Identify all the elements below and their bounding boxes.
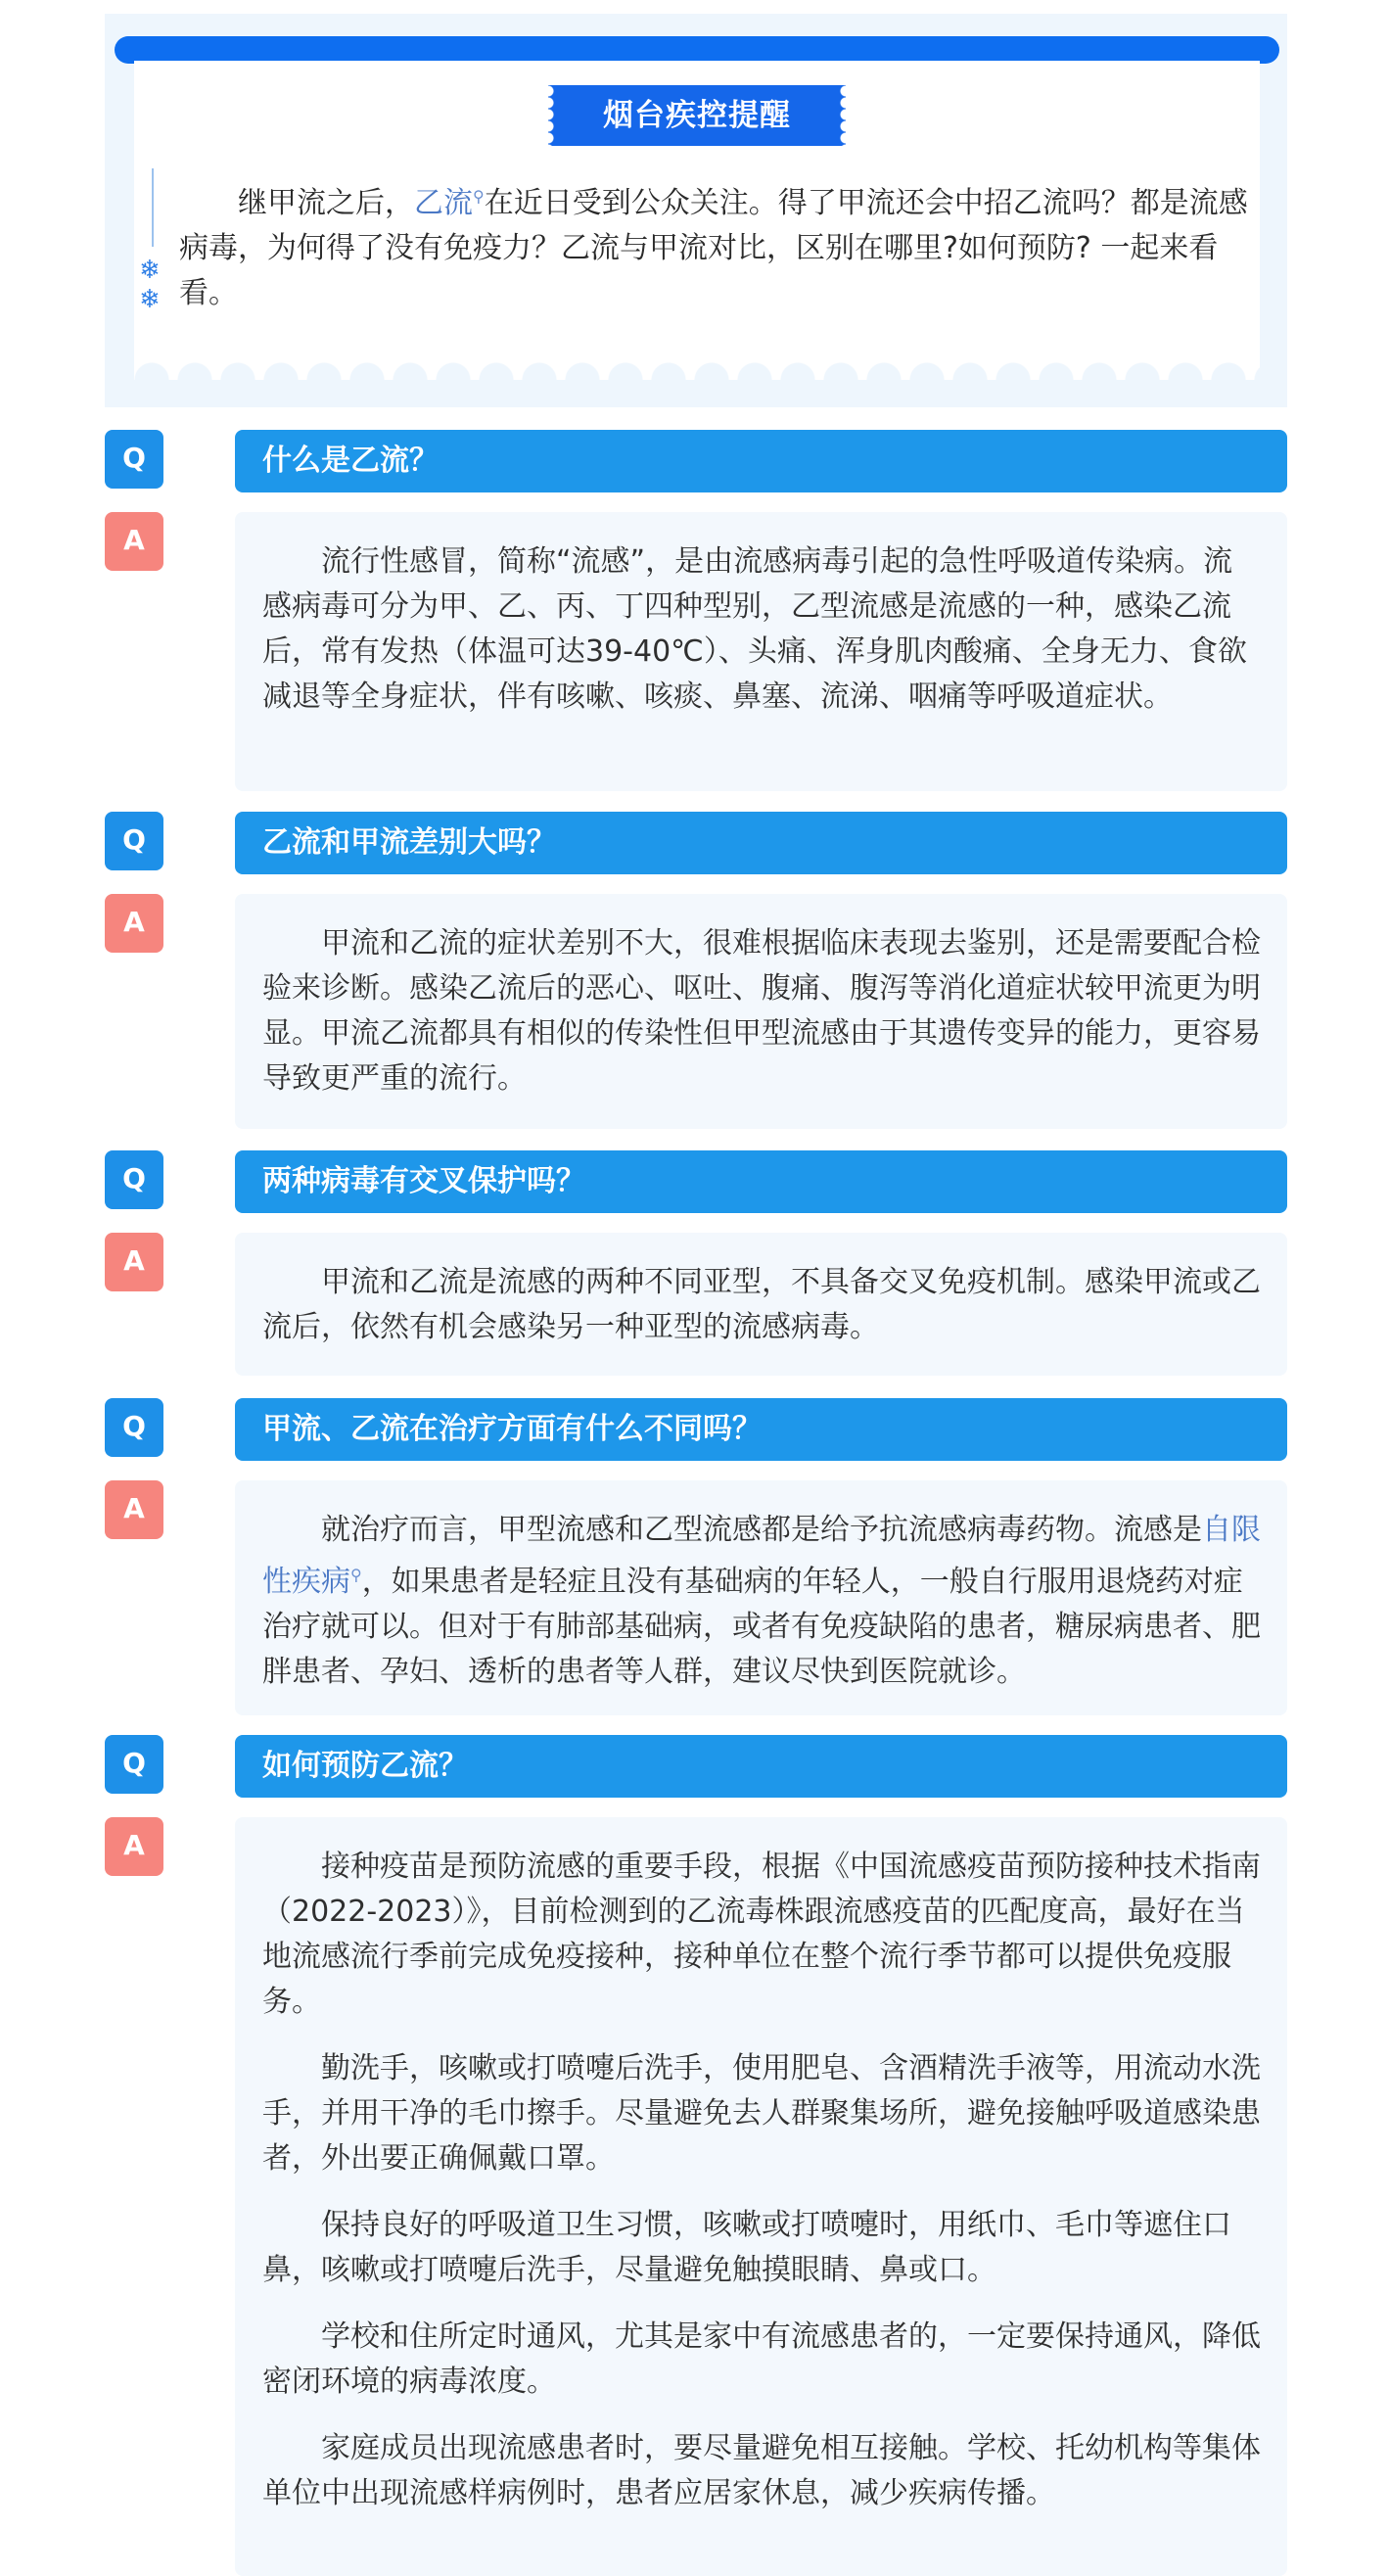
answer-paragraph: 学校和住所定时通风，尤其是家中有流感患者的，一定要保持通风，降低密闭环境的病毒浓度。 <box>262 2319 1261 2399</box>
question-title: 乙流和甲流差别大吗？ <box>235 812 1287 874</box>
intro-text-after: 在近日受到公众关注。得了甲流还会中招乙流吗？都是流感病毒，为何得了没有免疫力？乙流与甲流对比，区别在哪里?如何预防? 一起来看看。 <box>179 186 1248 310</box>
intro-link[interactable] <box>414 186 485 220</box>
answer-text-before: 就治疗而言，甲型流感和乙型流感都是给予抗流感病毒药物。流感是 <box>321 1513 1202 1547</box>
answer-text-after: ，如果患者是轻症且没有基础病的年轻人，一般自行服用退烧药对症治疗就可以。但对于有肺部基础病，或者有免疫缺陷的患者，糖尿病患者、肥胖患者、孕妇、透析的患者等人群，建议尽快到医院就诊。 <box>262 1565 1261 1689</box>
answer-icon: A <box>105 1480 163 1539</box>
answer-paragraph: 勤洗手，咳嗽或打喷嚏后洗手，使用肥皂、含酒精洗手液等，用流动水洗手，并用干净的毛巾擦手。尽量避免去人群聚集场所，避免接触呼吸道感染患者，外出要正确佩戴口罩。 <box>262 2051 1261 2176</box>
intro-text-before: 继甲流之后， <box>238 186 414 220</box>
question-title: 如何预防乙流？ <box>235 1735 1287 1798</box>
question-icon: Q <box>105 430 163 489</box>
question-icon: Q <box>105 1150 163 1209</box>
answer-box <box>235 1480 1287 1715</box>
answer-icon: A <box>105 512 163 571</box>
answer-paragraph: 流行性感冒，简称“流感”，是由流感病毒引起的急性呼吸道传染病。流感病毒可分为甲、乙、丙、丁四种型别，乙型流感是流感的一种，感染乙流后，常有发热（体温可达39-40℃）、头痛、浑身肌肉酸痛、全身无力、食欲减退等全身症状，伴有咳嗽、咳痰、鼻塞、流涕、咽痛等呼吸道症状。 <box>262 544 1247 714</box>
decor-line <box>152 168 154 247</box>
answer-box <box>235 1817 1287 2576</box>
intro-link-text[interactable]: 乙流 <box>414 186 473 220</box>
answer-box <box>235 1233 1287 1376</box>
badge-right-edge <box>836 85 846 146</box>
search-icon[interactable]: ⚲ <box>473 187 485 206</box>
answer-icon: A <box>105 1817 163 1876</box>
intro-badge: 烟台疾控提醒 <box>554 85 840 146</box>
search-icon[interactable]: ⚲ <box>350 1566 362 1584</box>
question-icon: Q <box>105 1398 163 1457</box>
answer-paragraph: 甲流和乙流是流感的两种不同亚型，不具备交叉免疫机制。感染甲流或乙流后，依然有机会感染另一种亚型的流感病毒。 <box>262 1265 1261 1344</box>
intro-paragraph <box>179 174 1256 316</box>
question-title: 什么是乙流？ <box>235 430 1287 492</box>
scallop-border <box>134 358 1260 380</box>
question-title: 甲流、乙流在治疗方面有什么不同吗？ <box>235 1398 1287 1461</box>
snowflake-icon: ❄ <box>139 285 161 314</box>
answer-icon: A <box>105 1233 163 1291</box>
answer-paragraph: 接种疫苗是预防流感的重要手段，根据《中国流感疫苗预防接种技术指南（2022-2023）》，目前检测到的乙流毒株跟流感疫苗的匹配度高，最好在当地流感流行季前完成免疫接种，接种单位在整个流行季节都可以提供免疫服务。 <box>262 1850 1261 2019</box>
answer-paragraph: 保持良好的呼吸道卫生习惯，咳嗽或打喷嚏时，用纸巾、毛巾等遮住口鼻，咳嗽或打喷嚏后洗手，尽量避免触摸眼睛、鼻或口。 <box>262 2208 1231 2287</box>
answer-icon: A <box>105 894 163 953</box>
intro-top-bar <box>115 36 1279 64</box>
answer-paragraph: 甲流和乙流的症状差别不大，很难根据临床表现去鉴别，还是需要配合检验来诊断。感染乙流后的恶心、呕吐、腹痛、腹泻等消化道症状较甲流更为明显。甲流乙流都具有相似的传染性但甲型流感由于其遗传变异的能力，更容易导致更严重的流行。 <box>262 926 1261 1096</box>
answer-paragraph <box>262 1508 1262 1695</box>
disease-link-text[interactable]: 自限性疾病 <box>262 1513 1261 1599</box>
snowflake-icon: ❄ <box>139 256 161 285</box>
question-title: 两种病毒有交叉保护吗？ <box>235 1150 1287 1213</box>
answer-paragraph: 家庭成员出现流感患者时，要尽量避免相互接触。学校、托幼机构等集体单位中出现流感样病例时，患者应居家休息，减少疾病传播。 <box>262 2431 1261 2510</box>
question-icon: Q <box>105 812 163 870</box>
answer-box <box>235 894 1287 1129</box>
answer-box <box>235 512 1287 791</box>
question-icon: Q <box>105 1735 163 1794</box>
